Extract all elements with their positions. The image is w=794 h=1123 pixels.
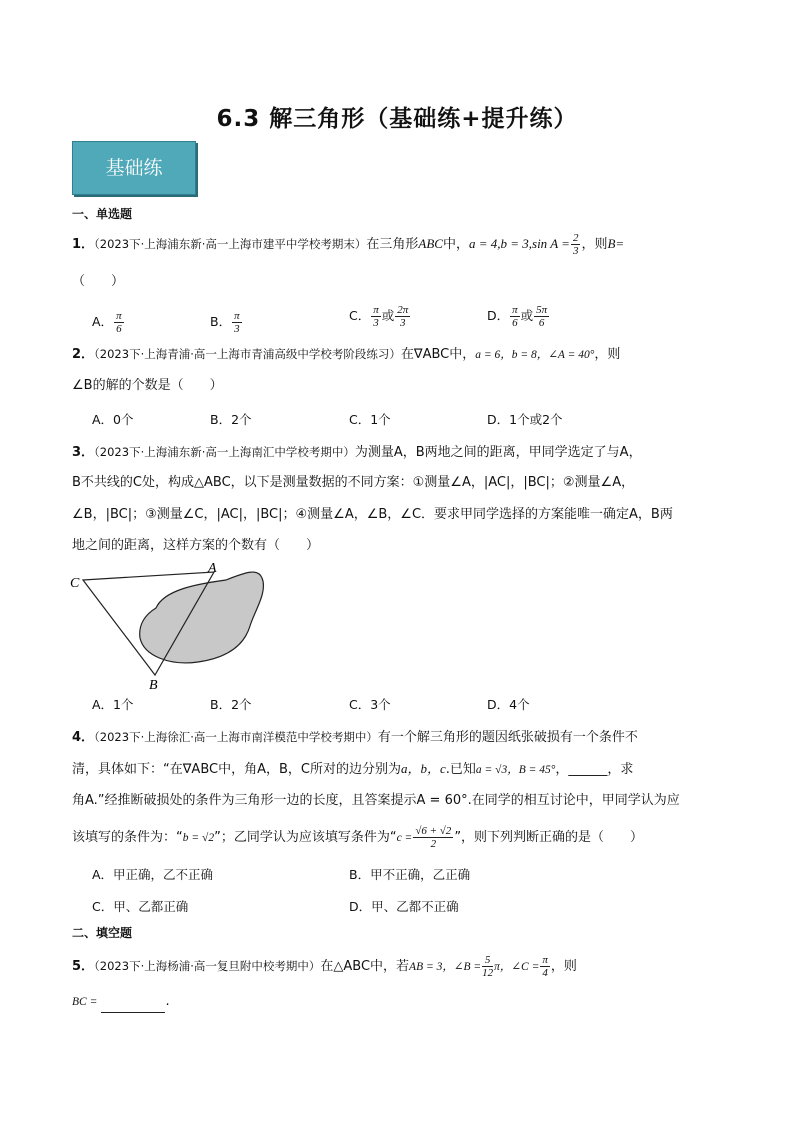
question-text: ，则	[581, 237, 608, 252]
fraction: $\frac{2\pi}{3}$	[397, 304, 409, 329]
question-2-line-2: ∠B的解的个数是（ ）	[72, 378, 223, 393]
fraction: $\frac{\pi}{3}$	[234, 310, 240, 335]
given-values: a = 6，b = 8，∠A = 40°	[475, 349, 595, 361]
question-source: （2023下·上海浦东新·高一上海南汇中学校考期中）	[94, 445, 355, 459]
fraction: $\frac{5\pi}{6}$	[536, 304, 548, 329]
question-4-line-2: 清，具体如下：“在∇ABC中，角A，B，C所对的边分别为a，b，c.已知a = √3，B = 45°，______，求	[72, 761, 634, 777]
fraction: $\frac{\pi}{3}$	[373, 304, 379, 329]
question-number: 4．	[72, 730, 95, 745]
question-4	[72, 727, 722, 748]
question-4-line-4: 该填写的条件为：“b = √2”；乙同学认为应该填写条件为“c = $\frac{√6 + √2}{2}$ ”，则下列判断正确的是（ ）	[72, 825, 644, 850]
answer-paren: （ ）	[72, 274, 125, 289]
question-number: 2．	[72, 347, 95, 362]
q1-option-d[interactable]: D． $\frac{\pi}{6}$ 或 $\frac{5\pi}{6}$	[487, 304, 548, 329]
q3-option-c[interactable]: C．3个	[349, 697, 391, 712]
q1-option-c[interactable]: C． $\frac{\pi}{3}$ 或 $\frac{2\pi}{3}$	[349, 304, 409, 329]
question-1	[72, 232, 722, 257]
triangle-label: ABC	[418, 236, 443, 251]
section-heading-fill-in: 二、填空题	[72, 926, 133, 940]
q2-option-a[interactable]: A．0个	[92, 412, 134, 427]
question-text: ，则	[594, 347, 621, 362]
obstacle-blob	[140, 572, 264, 663]
question-5-line-2: BC = .	[72, 992, 722, 1013]
fraction: $\frac{√6 + √2}{2}$	[415, 825, 452, 850]
question-number: 5．	[72, 959, 95, 974]
question-source: （2023下·上海徐汇·高一上海市南洋模范中学校考期中）	[94, 730, 378, 744]
q2-option-c[interactable]: C．1个	[349, 412, 391, 427]
q4-option-b[interactable]: B．甲不正确，乙正确	[349, 867, 471, 882]
fraction: $\frac{\pi}{6}$	[116, 310, 122, 335]
question-2	[72, 344, 722, 365]
question-number: 3．	[72, 445, 95, 460]
question-3	[72, 442, 722, 463]
q2-option-b[interactable]: B．2个	[210, 412, 252, 427]
fraction: $\frac{5}{12}$	[482, 954, 494, 979]
answer-blank[interactable]	[101, 992, 165, 1013]
question-source: （2023下·上海浦东新·高一上海市建平中学校考期末）	[94, 237, 367, 251]
question-text: 为测量A，B两地之间的距离，甲同学选定了与A，	[354, 445, 642, 460]
question-text: 在∇ABC中，	[400, 347, 476, 362]
q4-option-c[interactable]: C．甲、乙都正确	[92, 899, 189, 914]
fraction: $\frac{\pi}{4}$	[542, 954, 548, 979]
vertex-label-b: B	[149, 678, 158, 692]
q3-option-d[interactable]: D．4个	[487, 697, 530, 712]
q3-option-a[interactable]: A．1个	[92, 697, 134, 712]
fraction: $\frac{\pi}{6}$	[512, 304, 518, 329]
question-text: 有一个解三角形的题因纸张破损有一个条件不	[377, 730, 638, 745]
q1-option-b[interactable]: B． $\frac{\pi}{3}$	[210, 310, 240, 335]
given-values: a = 4,b = 3,sin A =	[468, 236, 570, 251]
q4-option-a[interactable]: A．甲正确，乙不正确	[92, 867, 214, 882]
question-3-line-3: ∠B，|BC|；③测量∠C，|AC|，|BC|；④测量∠A，∠B，∠C．要求甲同学选择的方案能唯一确定A，B两	[72, 507, 673, 522]
q2-option-d[interactable]: D．1个或2个	[487, 412, 563, 427]
question-3-line-4: 地之间的距离，这样方案的个数有（ ）	[72, 538, 320, 553]
question-text: 在△ABC中，若	[320, 959, 410, 974]
question-5: 5．（2023下·上海杨浦·高一复旦附中校考期中）在△ABC中，若AB = 3，∠B = $\frac{5}{12}$ π，∠C = $\frac{\pi}{4}$ ，则	[72, 954, 577, 979]
question-source: （2023下·上海杨浦·高一复旦附中校考期中）	[94, 959, 321, 973]
q1-option-a[interactable]: A． $\frac{\pi}{6}$	[92, 310, 122, 335]
question-source: （2023下·上海青浦·高一上海市青浦高级中学校考阶段练习）	[94, 347, 401, 361]
page-title: 6.3 解三角形（基础练+提升练）	[216, 106, 578, 132]
q3-figure	[66, 560, 276, 692]
question-3-line-2: B不共线的C处，构成△ABC，以下是测量数据的不同方案：①测量∠A，|AC|，|BC|；②测量∠A，	[72, 475, 635, 490]
question-ask: B=	[607, 236, 625, 251]
question-text: 中，	[442, 237, 469, 252]
vertex-label-a: A	[208, 561, 217, 576]
q4-option-d[interactable]: D．甲、乙都不正确	[349, 899, 459, 914]
question-text: 在三角形	[366, 237, 419, 252]
fraction: $\frac{2}{3}$	[572, 232, 579, 257]
section-heading-single-choice: 一、单选题	[72, 207, 133, 221]
q3-option-b[interactable]: B．2个	[210, 697, 252, 712]
question-4-line-3: 角A.”经推断破损处的条件为三角形一边的长度，且答案提示A = 60°.在同学的相互讨论中，甲同学认为应	[72, 793, 680, 808]
section-badge: 基础练	[72, 141, 196, 195]
question-number: 1．	[72, 237, 95, 252]
vertex-label-c: C	[70, 576, 80, 591]
